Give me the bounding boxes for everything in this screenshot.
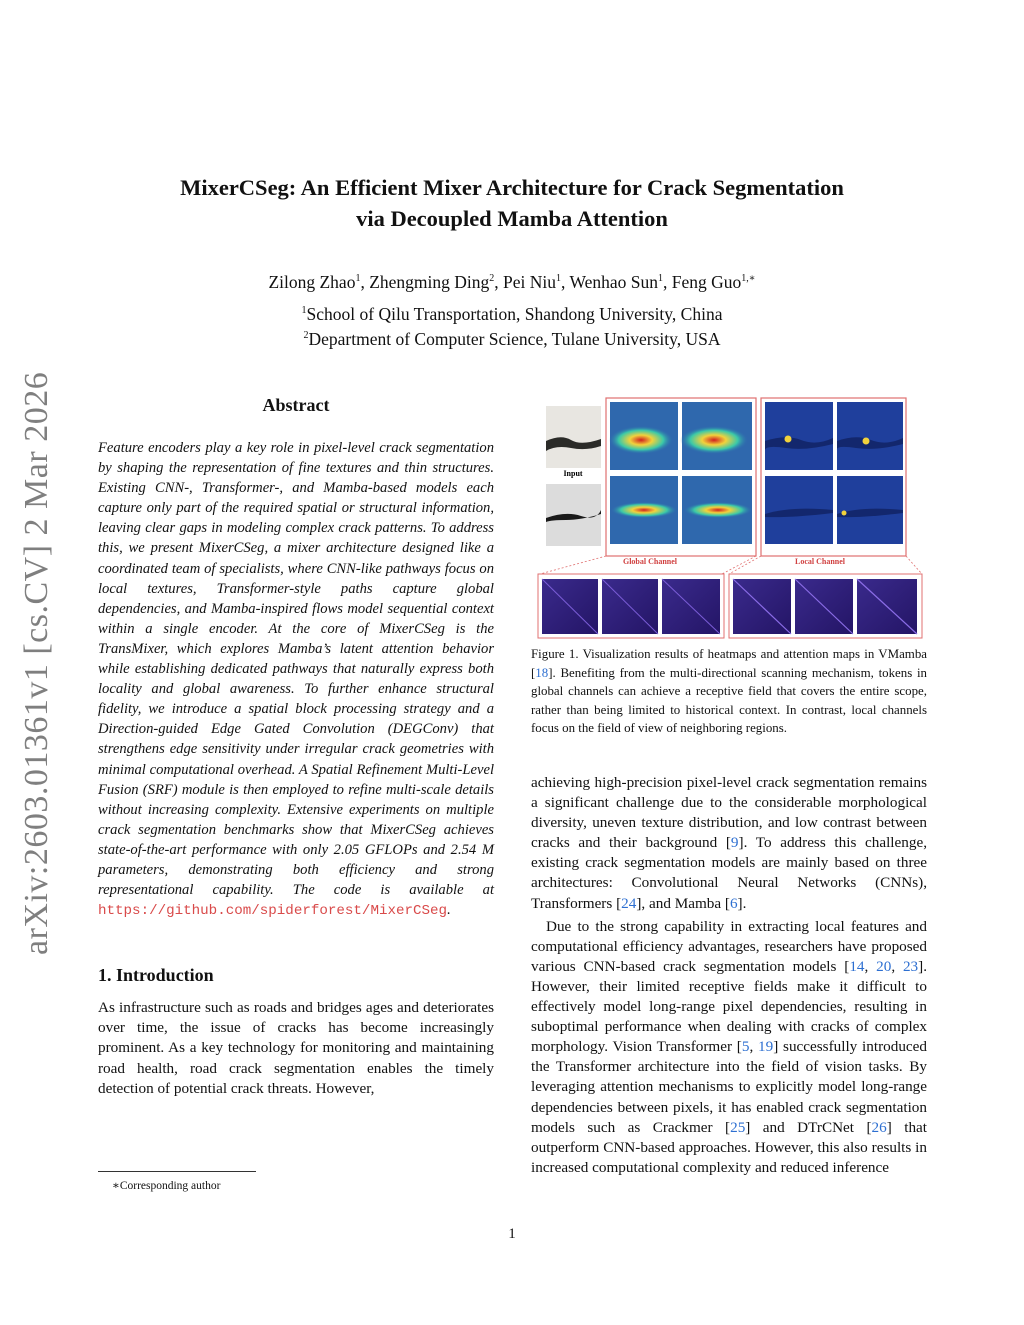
body-text: ] successfully introduced the Transformer architecture into the field of vision tasks. By leveraging attention mechanisms to explicitly model long-range dependencies between pixels, it has enabled crack segmentation models such as Crackmer [ — [531, 1038, 927, 1136]
citation-link[interactable]: 14 — [849, 957, 865, 975]
citation-link[interactable]: 24 — [621, 894, 637, 912]
citation-link[interactable]: 19 — [758, 1038, 774, 1056]
attention-focus — [785, 436, 792, 443]
author-name: Zilong Zhao — [268, 272, 356, 292]
citation-link[interactable]: 23 — [902, 957, 919, 975]
title-line-1: MixerCSeg: An Efficient Mixer Architecture for Crack Segmentation — [180, 175, 844, 200]
zoom-connector — [729, 556, 761, 574]
citation-link[interactable]: 20 — [876, 957, 892, 975]
author-mark: 1 — [556, 273, 562, 284]
citation-link[interactable]: 9 — [730, 834, 739, 852]
body-text: ]. To address this challenge, existing crack segmentation models are mainly based on three architectures: Convolutional Neural Networks (CNNs), Transformers [ — [531, 834, 927, 912]
caption-text: ]. Benefiting from the multi-directional scanning mechanism, tokens in global channels can achieve a receptive field that covers the entire scope, rather than being limited to historical context. In contrast, local channels focus on the field of view of neighboring regions. — [531, 665, 927, 736]
local-channel-label: Local Channel — [794, 557, 846, 566]
caption-text: Visualization results of heatmaps and attention maps in VMamba [ — [531, 647, 927, 680]
caption-label: Figure 1. — [531, 647, 579, 661]
input-image-top — [546, 406, 601, 468]
right-column — [531, 773, 927, 1178]
input-label: Input — [563, 469, 583, 478]
body-text: ]. — [737, 894, 747, 912]
page-number: 1 — [508, 1226, 516, 1242]
author-mark: 2 — [489, 273, 495, 284]
affiliation-text: Department of Computer Science, Tulane University, USA — [308, 329, 721, 349]
author-name: Feng Guo — [671, 272, 742, 292]
body-text: Due to the strong capability in extracting local features and computational efficiency advantages, researchers have proposed various CNN-based crack segmentation models [ — [531, 917, 927, 975]
heatmap-local-2 — [837, 402, 903, 470]
code-link[interactable]: https://github.com/spiderforest/MixerCSeg — [98, 903, 448, 920]
citation-link[interactable]: 18 — [535, 665, 549, 680]
heatmap-hot-spot — [680, 426, 748, 454]
right-paragraph-2: Due to the strong capability in extracting local features and computational efficiency advantages, researchers have proposed various CNN-based crack segmentation models [14, 20, 23]. However, their limited receptive fields make it difficult to effectively model long-range pixel dependencies, resulting in suboptimal performance when dealing with cracks of complex morphology. Vision Transformer [5, 19] successfully introduced the Transformer architecture into the field of vision tasks. By leveraging attention mechanisms to explicitly model long-range dependencies between pixels, it has enabled crack segmentation models such as Crackmer [25] and DTrCNet [26] that outperform CNN-based approaches. However, this also results in increased computational complexity and reduced inference — [531, 917, 928, 1176]
left-column — [98, 395, 494, 1099]
citation-link[interactable]: 26 — [871, 1118, 887, 1136]
body-text: ]. However, their limited receptive fields make it difficult to effectively model long-range pixel dependencies, resulting in suboptimal performance when dealing with cracks of complex morphology. Vision Transformer [ — [531, 957, 927, 1056]
heatmap-hot-spot — [611, 502, 677, 518]
affiliation-2 — [100, 328, 924, 350]
introduction-heading: 1. Introduction — [98, 965, 214, 986]
affiliation-mark: 1 — [301, 305, 307, 316]
title-line-2: via Decoupled Mamba Attention — [356, 206, 668, 231]
paper-title — [100, 172, 924, 234]
author-mark: 1,∗ — [741, 273, 756, 284]
right-paragraph-1 — [531, 773, 927, 914]
affiliation-1 — [100, 303, 924, 325]
affiliation-text: School of Qilu Transportation, Shandong University, China — [306, 304, 723, 324]
citation-link[interactable]: 5 — [741, 1038, 750, 1056]
author-name: Pei Niu — [503, 272, 557, 292]
zoom-connector — [722, 556, 756, 574]
figure-caption — [531, 645, 927, 738]
author-mark: 1 — [355, 273, 361, 284]
abstract-body: Feature encoders play a key role in pixel-level crack segmentation by shaping the representation of fine textures and thin structures. Existing CNN-, Transformer-, and Mamba-based models each capture only part of the required spatial or structural information, leaving clear gaps in modeling complex crack patterns. To address this, we present MixerCSeg, a mixer architecture designed like a coordinated team of specialists, where CNN-like pathways focus on local textures, Transformer-style paths capture global dependencies, and Mamba-inspired flows model sequential context within a single encoder. At the core of MixerCSeg is the TransMixer, which explores Mamba’s latent attention behavior while establishing dedicated pathways that naturally express both locality and global awareness. To further enhance structural fidelity, we introduce a spatial block processing strategy and a Direction-guided Edge Gated Convolution (DEGConv) that strengthens edge sensitivity under irregular crack geometries with minimal computational overhead. A Spatial Refinement Multi-Level Fusion (SRF) module is then employed to refine multi-scale details without increasing complexity. Extensive experiments on multiple crack segmentation benchmarks show that MixerCSeg achieves state-of-the-art performance with only 2.05 GFLOPs and 2.54 M parameters, demonstrating both efficiency and strong representational capability. The code is available at — [98, 440, 494, 899]
body-text: ], and Mamba [ — [636, 894, 730, 912]
heatmap-local-1 — [765, 402, 833, 470]
intro-paragraph: As infrastructure such as roads and bridges ages and deteriorates over time, the issue of cracks has become increasingly prominent. As a key technology for monitoring and maintaining road health, road crack segmentation enables the timely detection of potential crack threats. However, — [98, 999, 494, 1097]
arxiv-identifier: arXiv:2603.01361v1 [cs.CV] 2 Mar 2026 — [18, 371, 55, 955]
global-channel-label: Global Channel — [622, 557, 678, 566]
author-name: Wenhao Sun — [569, 272, 658, 292]
attention-focus — [863, 438, 870, 445]
author-list: Zilong Zhao$^1$, Zhengming Ding$^2$, Pei Niu$^1$, Wenhao Sun$^1$, Feng Guo$^{1,∗}$ — [268, 272, 756, 292]
attention-focus — [842, 511, 847, 516]
zoom-connector — [540, 556, 606, 574]
footnote: ∗Corresponding author — [112, 1180, 221, 1192]
body-text: ] that outperform CNN-based approaches. However, this also results in increased computational complexity and reduced inference — [531, 1118, 928, 1176]
abstract-text: Feature encoders play a key role in pixel-level crack segmentation by shaping the representation of fine textures and thin structures. Existing CNN-, Transformer-, and Mamba-based models each capture only part of the required spatial or structural information, leaving clear gaps in modeling complex crack patterns. To address this, we present MixerCSeg, a mixer architecture designed like a coordinated team of specialists, where CNN-like pathways focus on local textures, Transformer-style paths capture global dependencies, and Mamba-inspired flows model sequential context within a single encoder. At the core of MixerCSeg is the TransMixer, which explores Mamba’s latent attention behavior while establishing dedicated pathways that naturally express both locality and global awareness. To further enhance structural fidelity, we introduce a spatial block processing strategy and a Direction-guided Edge Gated Convolution (DEGConv) that strengthens edge sensitivity under irregular crack geometries with minimal computational overhead. A Spatial Refinement Multi-Level Fusion (SRF) module is then employed to refine multi-scale details without increasing complexity. Extensive experiments on multiple crack segmentation benchmarks show that MixerCSeg achieves state-of-the-art performance with only 2.05 GFLOPs and 2.54 M parameters, demonstrating both efficiency and strong representational capability. The code is available at https://github.com/spiderforest/MixerCSeg. — [98, 440, 494, 920]
citation-link[interactable]: 25 — [730, 1118, 746, 1136]
body-text: achieving high-precision pixel-level crack segmentation remains a significant challenge due to the considerable morphological diversity, uneven texture distribution, and low contrast between cracks and their background [ — [531, 774, 927, 852]
abstract-heading: Abstract — [262, 395, 330, 415]
heatmap-hot-spot — [684, 502, 752, 518]
author-name: Zhengming Ding — [369, 272, 490, 292]
affiliation-mark: 2 — [303, 330, 309, 341]
author-mark: 1 — [657, 273, 663, 284]
figure-1 — [536, 396, 926, 641]
zoom-connector — [906, 556, 922, 574]
citation-link[interactable]: 6 — [729, 894, 738, 912]
footnote-rule — [98, 1171, 256, 1172]
heatmap-hot-spot — [609, 426, 673, 454]
body-text: ] and DTrCNet [ — [745, 1118, 872, 1136]
